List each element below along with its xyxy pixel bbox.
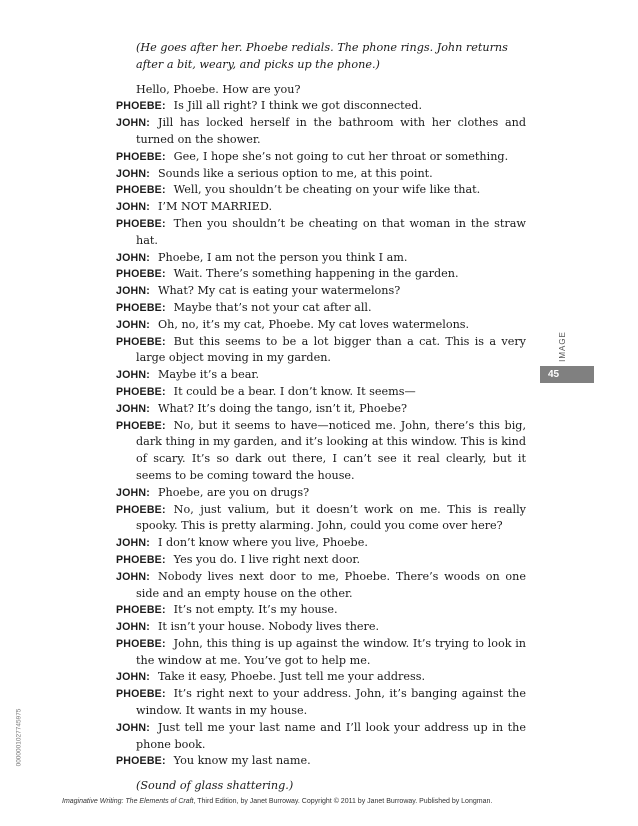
section-label: IMAGE (557, 331, 567, 362)
dialogue-line (116, 569, 526, 603)
side-code: 0000001027745975 (15, 708, 23, 767)
line-text: Gee, I hope she’s not going to cut her throat or something. (173, 149, 509, 163)
line-text: Is Jill all right? I think we got disconnected. (173, 99, 422, 113)
line-text: Maybe it’s a bear. (157, 368, 260, 382)
line-text: Maybe that’s not your cat after all. (173, 300, 372, 314)
dialogue-line (116, 384, 526, 401)
dialogue-line (116, 115, 526, 149)
dialogue-line (116, 182, 526, 199)
line-text: Well, you shouldn’t be cheating on your wife like that. (173, 183, 481, 197)
line-text: I don’t know where you live, Phoebe. (157, 536, 368, 550)
dialogue-line (116, 250, 526, 267)
dialogue-line (116, 669, 526, 686)
dialogue-line (116, 367, 526, 384)
spacer (116, 74, 526, 82)
speaker-name: JOHN: (116, 537, 150, 550)
speaker-name: PHOEBE: (116, 755, 166, 768)
line-text: Oh, no, it’s my cat, Phoebe. My cat loves watermelons. (157, 317, 470, 331)
line-text: Jill has locked herself in the bathroom with her clothes and turned on the shower. (136, 116, 526, 146)
speaker-name: PHOEBE: (116, 268, 166, 281)
line-text: Wait. There’s something happening in the garden. (173, 267, 459, 281)
dialogue-line (116, 636, 526, 670)
dialogue-line (116, 619, 526, 636)
speaker-name: JOHN: (116, 721, 150, 734)
line-text: Then you shouldn’t be cheating on that woman in the straw hat. (136, 216, 526, 247)
dialogue-line (116, 753, 526, 770)
line-text: It could be a bear. I don’t know. It seems— (173, 384, 416, 398)
speaker-name: JOHN: (116, 318, 150, 331)
line-text: No, just valium, but it doesn’t work on me. This is really spooky. This is pretty alarming. John, could you come over here? (136, 502, 526, 533)
speaker-name: JOHN: (116, 486, 150, 499)
speaker-name: PHOEBE: (116, 688, 166, 701)
dialogue-line (116, 686, 526, 720)
line-text: Just tell me your last name and I’ll look your address up in the phone book. (136, 720, 526, 751)
dialogue-line (116, 535, 526, 552)
dialogue-line (116, 149, 526, 166)
page-number: 45 (540, 366, 594, 383)
line-text: Yes you do. I live right next door. (173, 552, 361, 566)
dialogue-line (116, 334, 526, 368)
footer-citation (62, 798, 562, 805)
line-text: No, but it seems to have—noticed me. John, there’s this big, dark thing in my garden, and it’s looking at this window. This is kind of scary. It’s so dark out there, I can’t see it real clearly, but it seems to be coming toward the house. (136, 418, 526, 482)
speaker-name: PHOEBE: (116, 604, 166, 617)
speaker-name: PHOEBE: (116, 553, 166, 566)
dialogue-line (116, 401, 526, 418)
dialogue-line (116, 98, 526, 115)
line-text: It’s not empty. It’s my house. (173, 603, 338, 617)
speaker-name: PHOEBE: (116, 335, 166, 348)
speaker-name: JOHN: (116, 285, 150, 298)
line-text: Take it easy, Phoebe. Just tell me your address. (157, 670, 426, 684)
line-text: I’M NOT MARRIED. (157, 200, 273, 214)
speaker-name: JOHN: (116, 570, 150, 583)
line-text: Sounds like a serious option to me, at this point. (157, 166, 433, 180)
dialogue-line (116, 502, 526, 536)
dialogue-line (116, 216, 526, 250)
play-script (116, 40, 526, 795)
speaker-name: JOHN: (116, 621, 150, 634)
line-text: It’s right next to your address. John, it’s banging against the window. It wants in my house. (136, 687, 526, 718)
speaker-name: PHOEBE: (116, 385, 166, 398)
speaker-name: PHOEBE: (116, 217, 166, 230)
footer-book-title: Imaginative Writing: The Elements of Craft (62, 798, 194, 805)
line-text: Phoebe, I am not the person you think I am. (157, 250, 408, 264)
line-text: You know my last name. (173, 754, 311, 768)
spacer (116, 770, 526, 778)
speaker-name: PHOEBE: (116, 184, 166, 197)
speaker-name: JOHN: (116, 671, 150, 684)
dialogue-line (116, 485, 526, 502)
footer-details: , Third Edition, by Janet Burroway. Copyright © 2011 by Janet Burroway. Published by Longman. (193, 798, 493, 805)
line-text: John, this thing is up against the window. It’s trying to look in the window at me. You’ve got to help me. (136, 636, 526, 667)
dialogue-line (116, 317, 526, 334)
speaker-name: PHOEBE: (116, 150, 166, 163)
dialogue-line (116, 266, 526, 283)
dialogue-line (116, 199, 526, 216)
speaker-name: JOHN: (116, 369, 150, 382)
dialogue-line (116, 602, 526, 619)
line-text: What? It’s doing the tango, isn’t it, Phoebe? (157, 401, 408, 415)
dialogue-list (116, 98, 526, 770)
dialogue-line (116, 720, 526, 754)
line-text: What? My cat is eating your watermelons? (157, 284, 401, 298)
speaker-name: JOHN: (116, 167, 150, 180)
stage-direction-bottom: (Sound of glass shattering.) (136, 779, 294, 793)
stage-direction-top: (He goes after her. Phoebe redials. The phone rings. John returns after a bit, weary, and picks up the phone.) (136, 41, 508, 71)
dialogue-line (116, 283, 526, 300)
dialogue-line (116, 166, 526, 183)
line-text: Nobody lives next door to me, Phoebe. There’s woods on one side and an empty house on the other. (136, 569, 526, 600)
speaker-name: JOHN: (116, 251, 150, 264)
dialogue-line (116, 418, 526, 485)
speaker-name: PHOEBE: (116, 637, 166, 650)
speaker-name: PHOEBE: (116, 503, 166, 516)
speaker-name: PHOEBE: (116, 100, 166, 113)
opening-line: Hello, Phoebe. How are you? (136, 82, 301, 96)
speaker-name: PHOEBE: (116, 301, 166, 314)
speaker-name: JOHN: (116, 402, 150, 415)
speaker-name: PHOEBE: (116, 419, 166, 432)
line-text: But this seems to be a lot bigger than a cat. This is a very large object moving in my garden. (136, 334, 526, 365)
speaker-name: JOHN: (116, 117, 150, 130)
line-text: It isn’t your house. Nobody lives there. (157, 620, 380, 634)
line-text: Phoebe, are you on drugs? (157, 485, 310, 499)
dialogue-line (116, 300, 526, 317)
speaker-name: JOHN: (116, 201, 150, 214)
dialogue-line (116, 552, 526, 569)
